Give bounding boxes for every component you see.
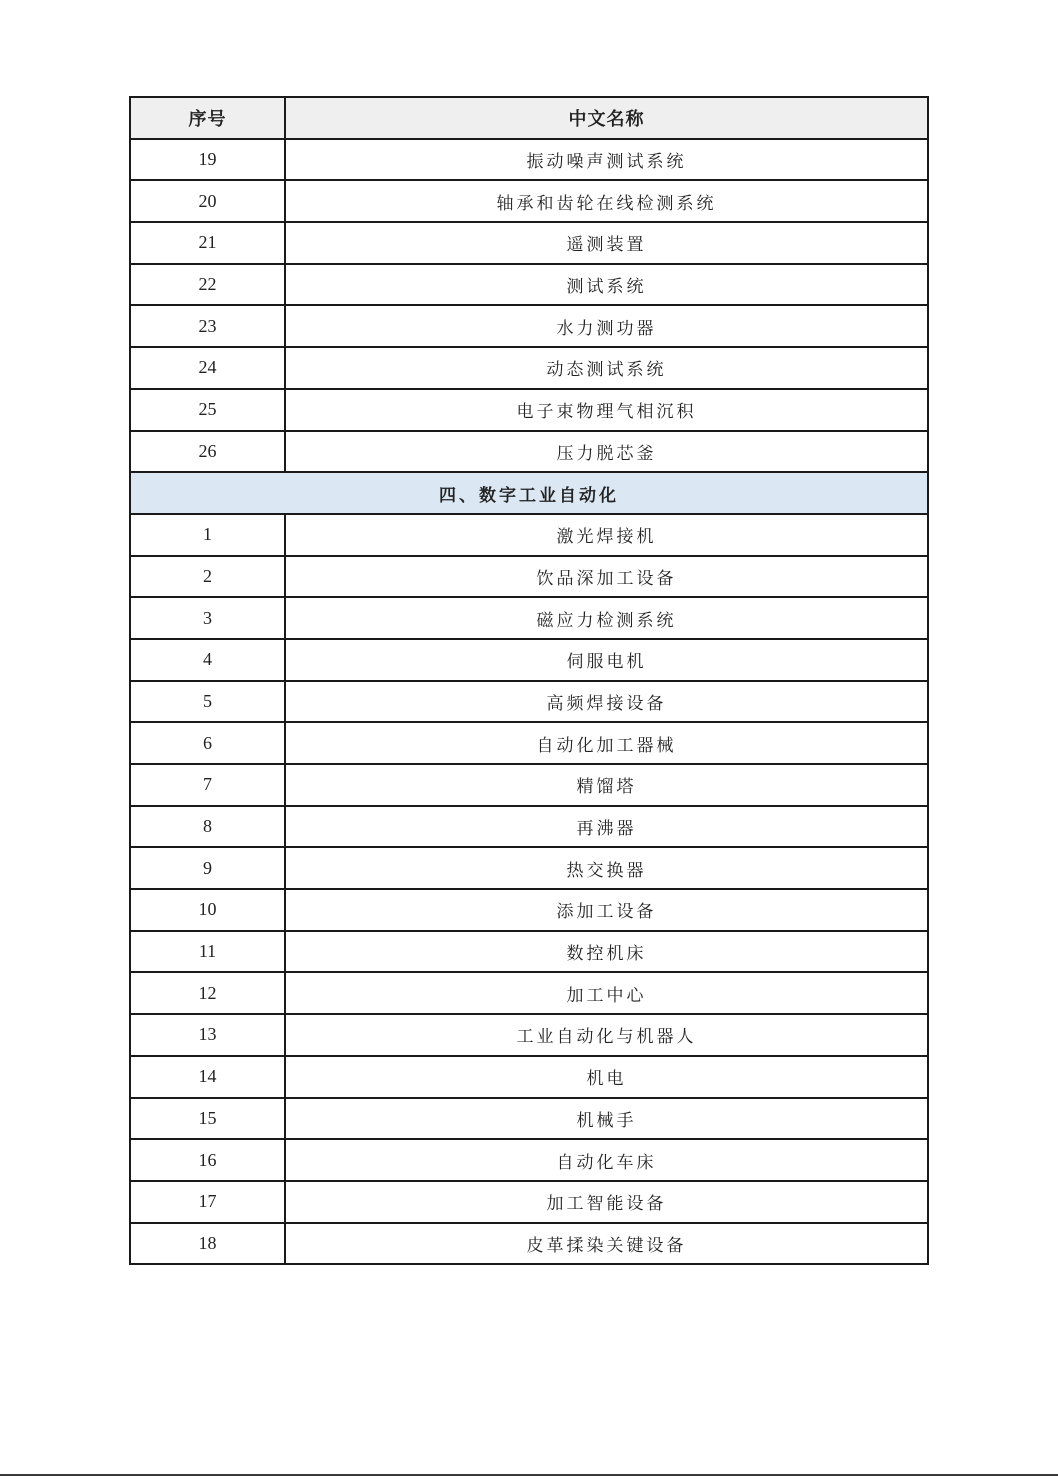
- row-number: 19: [130, 139, 285, 181]
- row-number: 12: [130, 972, 285, 1014]
- table-row: [130, 764, 928, 806]
- table-row: [130, 889, 928, 931]
- row-number: 26: [130, 431, 285, 473]
- table-row: [130, 681, 928, 723]
- row-number: 11: [130, 931, 285, 973]
- table-row: [130, 1056, 928, 1098]
- row-number: 14: [130, 1056, 285, 1098]
- row-number: 13: [130, 1014, 285, 1056]
- row-name: 激光焊接机: [285, 514, 928, 556]
- name-column-header: 中文名称: [285, 97, 928, 139]
- row-name: 工业自动化与机器人: [285, 1014, 928, 1056]
- row-number: 1: [130, 514, 285, 556]
- row-number: 22: [130, 264, 285, 306]
- row-name: 磁应力检测系统: [285, 597, 928, 639]
- row-name: 热交换器: [285, 847, 928, 889]
- table-row: [130, 180, 928, 222]
- row-number: 3: [130, 597, 285, 639]
- row-name: 动态测试系统: [285, 347, 928, 389]
- row-name: 高频焊接设备: [285, 681, 928, 723]
- header-row: [130, 97, 928, 139]
- row-number: 25: [130, 389, 285, 431]
- table-row: [130, 264, 928, 306]
- row-name: 遥测装置: [285, 222, 928, 264]
- row-number: 15: [130, 1098, 285, 1140]
- row-name: 机电: [285, 1056, 928, 1098]
- row-name: 加工智能设备: [285, 1181, 928, 1223]
- row-name: 再沸器: [285, 806, 928, 848]
- table-row: [130, 1139, 928, 1181]
- table-row: [130, 222, 928, 264]
- equipment-table: [129, 96, 929, 1265]
- row-name: 添加工设备: [285, 889, 928, 931]
- table-row: [130, 597, 928, 639]
- row-number: 18: [130, 1223, 285, 1265]
- row-number: 24: [130, 347, 285, 389]
- row-name: 自动化加工器械: [285, 722, 928, 764]
- row-number: 7: [130, 764, 285, 806]
- table-row: [130, 389, 928, 431]
- table-row: [130, 1223, 928, 1265]
- row-number: 17: [130, 1181, 285, 1223]
- row-name: 振动噪声测试系统: [285, 139, 928, 181]
- table-row: [130, 847, 928, 889]
- row-name: 饮品深加工设备: [285, 556, 928, 598]
- table-row: [130, 722, 928, 764]
- row-name: 数控机床: [285, 931, 928, 973]
- row-number: 21: [130, 222, 285, 264]
- table-row: [130, 431, 928, 473]
- row-number: 5: [130, 681, 285, 723]
- table-row: [130, 931, 928, 973]
- table-row: [130, 1181, 928, 1223]
- row-name: 机械手: [285, 1098, 928, 1140]
- row-number: 2: [130, 556, 285, 598]
- table-row: [130, 305, 928, 347]
- row-number: 4: [130, 639, 285, 681]
- section-title: 四、数字工业自动化: [130, 472, 928, 514]
- row-number: 10: [130, 889, 285, 931]
- row-number: 6: [130, 722, 285, 764]
- row-name: 自动化车床: [285, 1139, 928, 1181]
- row-name: 水力测功器: [285, 305, 928, 347]
- table-row: [130, 1014, 928, 1056]
- table-body: [130, 139, 928, 1265]
- table-row: [130, 347, 928, 389]
- row-name: 皮革揉染关键设备: [285, 1223, 928, 1265]
- table-row: [130, 1098, 928, 1140]
- table-row: [130, 806, 928, 848]
- row-name: 轴承和齿轮在线检测系统: [285, 180, 928, 222]
- row-number: 23: [130, 305, 285, 347]
- row-number: 16: [130, 1139, 285, 1181]
- table-row: [130, 639, 928, 681]
- row-name: 加工中心: [285, 972, 928, 1014]
- row-name: 压力脱芯釜: [285, 431, 928, 473]
- row-number: 8: [130, 806, 285, 848]
- row-number: 9: [130, 847, 285, 889]
- table-header: [130, 97, 928, 139]
- row-name: 电子束物理气相沉积: [285, 389, 928, 431]
- page-bottom-divider: [0, 1474, 1058, 1476]
- table-row: [130, 514, 928, 556]
- table-row: [130, 556, 928, 598]
- row-name: 伺服电机: [285, 639, 928, 681]
- row-name: 精馏塔: [285, 764, 928, 806]
- table-row: [130, 139, 928, 181]
- row-number: 20: [130, 180, 285, 222]
- row-name: 测试系统: [285, 264, 928, 306]
- table-row: [130, 972, 928, 1014]
- section-header-row: [130, 472, 928, 514]
- index-column-header: 序号: [130, 97, 285, 139]
